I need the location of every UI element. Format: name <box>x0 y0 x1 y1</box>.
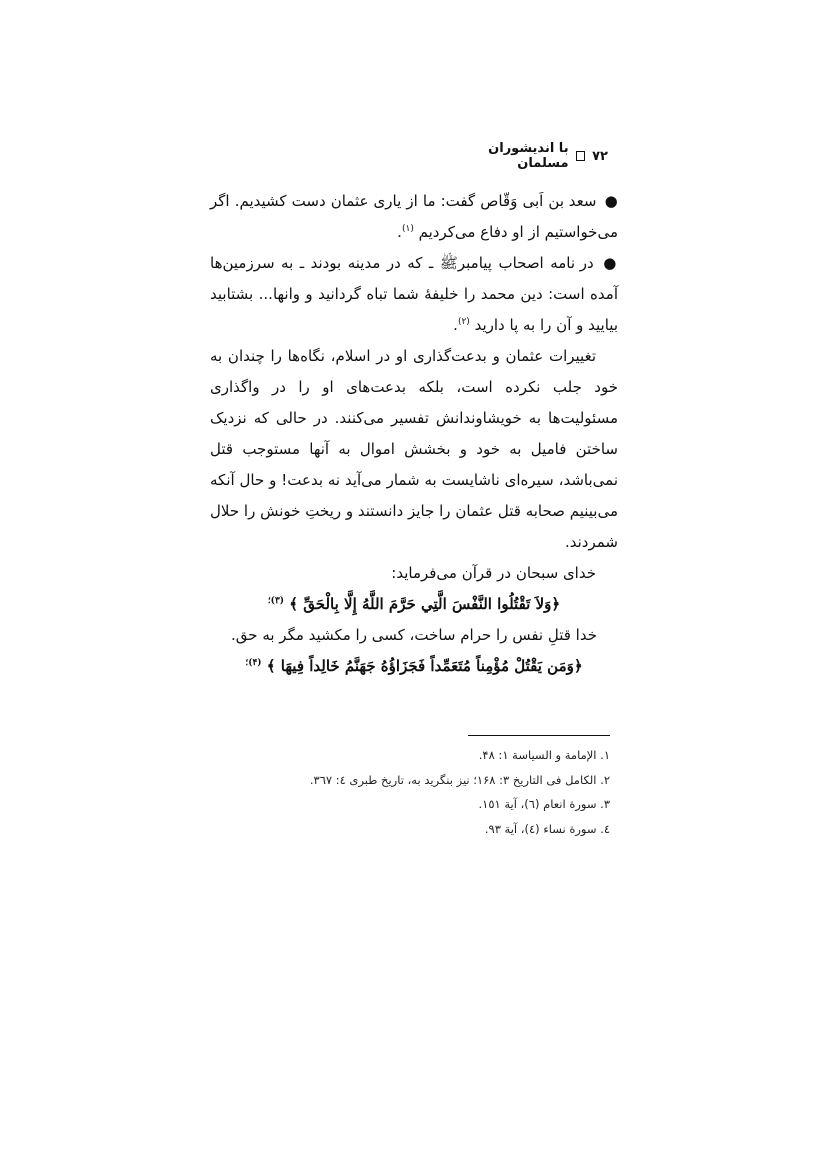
quran-verse-1-text: ﴿وَلاَ تَقْتُلُوا النَّفْسَ الَّتِي حَرَّمَ اللَّهُ إِلَّا بِالْحَقِّ ﴾ <box>289 595 561 613</box>
footnotes <box>250 743 610 841</box>
footnote-1: ۱. الإمامة و السیاسة ۱: ۴۸. <box>478 748 610 762</box>
page-number: ۷۲ <box>592 148 608 164</box>
footnote-2: ۲. الکامل فی التاریخ ۳: ۱۶۸؛ نیز بنگرید به، تاریخ طبری ٤: ٣٦٧. <box>309 772 610 787</box>
footnote-ref-3: (۳)؛ <box>267 596 285 606</box>
footnote-ref-2: (۲) <box>457 317 470 327</box>
paragraph-2: ● در نامه اصحاب پیامبرﷺ ـ که در مدینه بودند ـ به سرزمین‌ها آمده است: دین محمد را خلیفهٔ شما تباه گردانید و وانها... بشتابید بیایید و آن را به پا دارید $^{(۲)}$. <box>210 254 618 334</box>
footnote-ref-1: (۱) <box>401 224 414 234</box>
paragraph-4: خدای سبحان در قرآن می‌فرماید: <box>391 564 596 582</box>
footnote-3: ۳. سورة انعام (٦)، آیة ١٥١. <box>478 797 610 811</box>
footnote-divider <box>468 735 610 736</box>
running-header <box>440 141 608 171</box>
paragraph-1: ● سعد بن اَبی وَقّاص گفت: ما از یاری عثمان دست کشیدیم. اگر می‌خواستیم از او دفاع می‌کردیم $^{(۱)}$. <box>210 192 618 241</box>
paragraph-1-text: سعد بن اَبی وَقّاص گفت: ما از یاری عثمان دست کشیدیم. اگر می‌خواستیم از او دفاع می‌کردیم <box>210 192 618 241</box>
main-text <box>210 186 618 682</box>
footnote-4: ٤. سورة نساء (٤)، آیة ٩٣. <box>484 821 610 836</box>
paragraph-3: تغییرات عثمان و بدعت‌گذاری او در اسلام، نگاه‌ها را چندان به خود جلب نکرده است، بلکه بدعت‌های او را در واگذاری مسئولیت‌ها به خویشاوندانش تفسیر می‌کنند. در حالی که نزدیک ساختن فامیل به خود و بخشش اموال به آنها مستوجب قتل نمی‌باشد، سیره‌ای ناشایست به شمار می‌آید نه بدعت! و حال آنکه می‌بینیم صحابه قتل عثمان را جایز دانستند و ریختِ خونش را حلال شمردند. <box>210 347 618 551</box>
footnote-ref-4: (۴)؛ <box>245 658 262 668</box>
paragraph-2-text: در نامه اصحاب پیامبرﷺ ـ که در مدینه بودند ـ به سرزمین‌ها آمده است: دین محمد را خلیفهٔ شما تباه گردانید و وانها... بشتابید بیایید و آن را به پا دارید <box>210 254 618 334</box>
bullet-icon: ● <box>603 254 618 272</box>
book-title: با اندیشوران مسلمان <box>488 141 569 171</box>
quran-verse-2 <box>210 651 618 682</box>
bullet-icon: ● <box>604 192 618 210</box>
quran-verse-1 <box>210 589 618 620</box>
quran-verse-2-text: ﴿وَمَن يَقْتُلْ مُؤْمِناً مُتَعَمِّداً فَجَزَاؤُهُ جَهَنَّمُ خَالِداً فِيهَا ﴾ <box>266 657 583 675</box>
verse-translation-1: خدا قتلِ نفس را حرام ساخت، کسی را مکشید مگر به حق. <box>231 626 597 644</box>
square-ornament-icon <box>576 151 586 161</box>
